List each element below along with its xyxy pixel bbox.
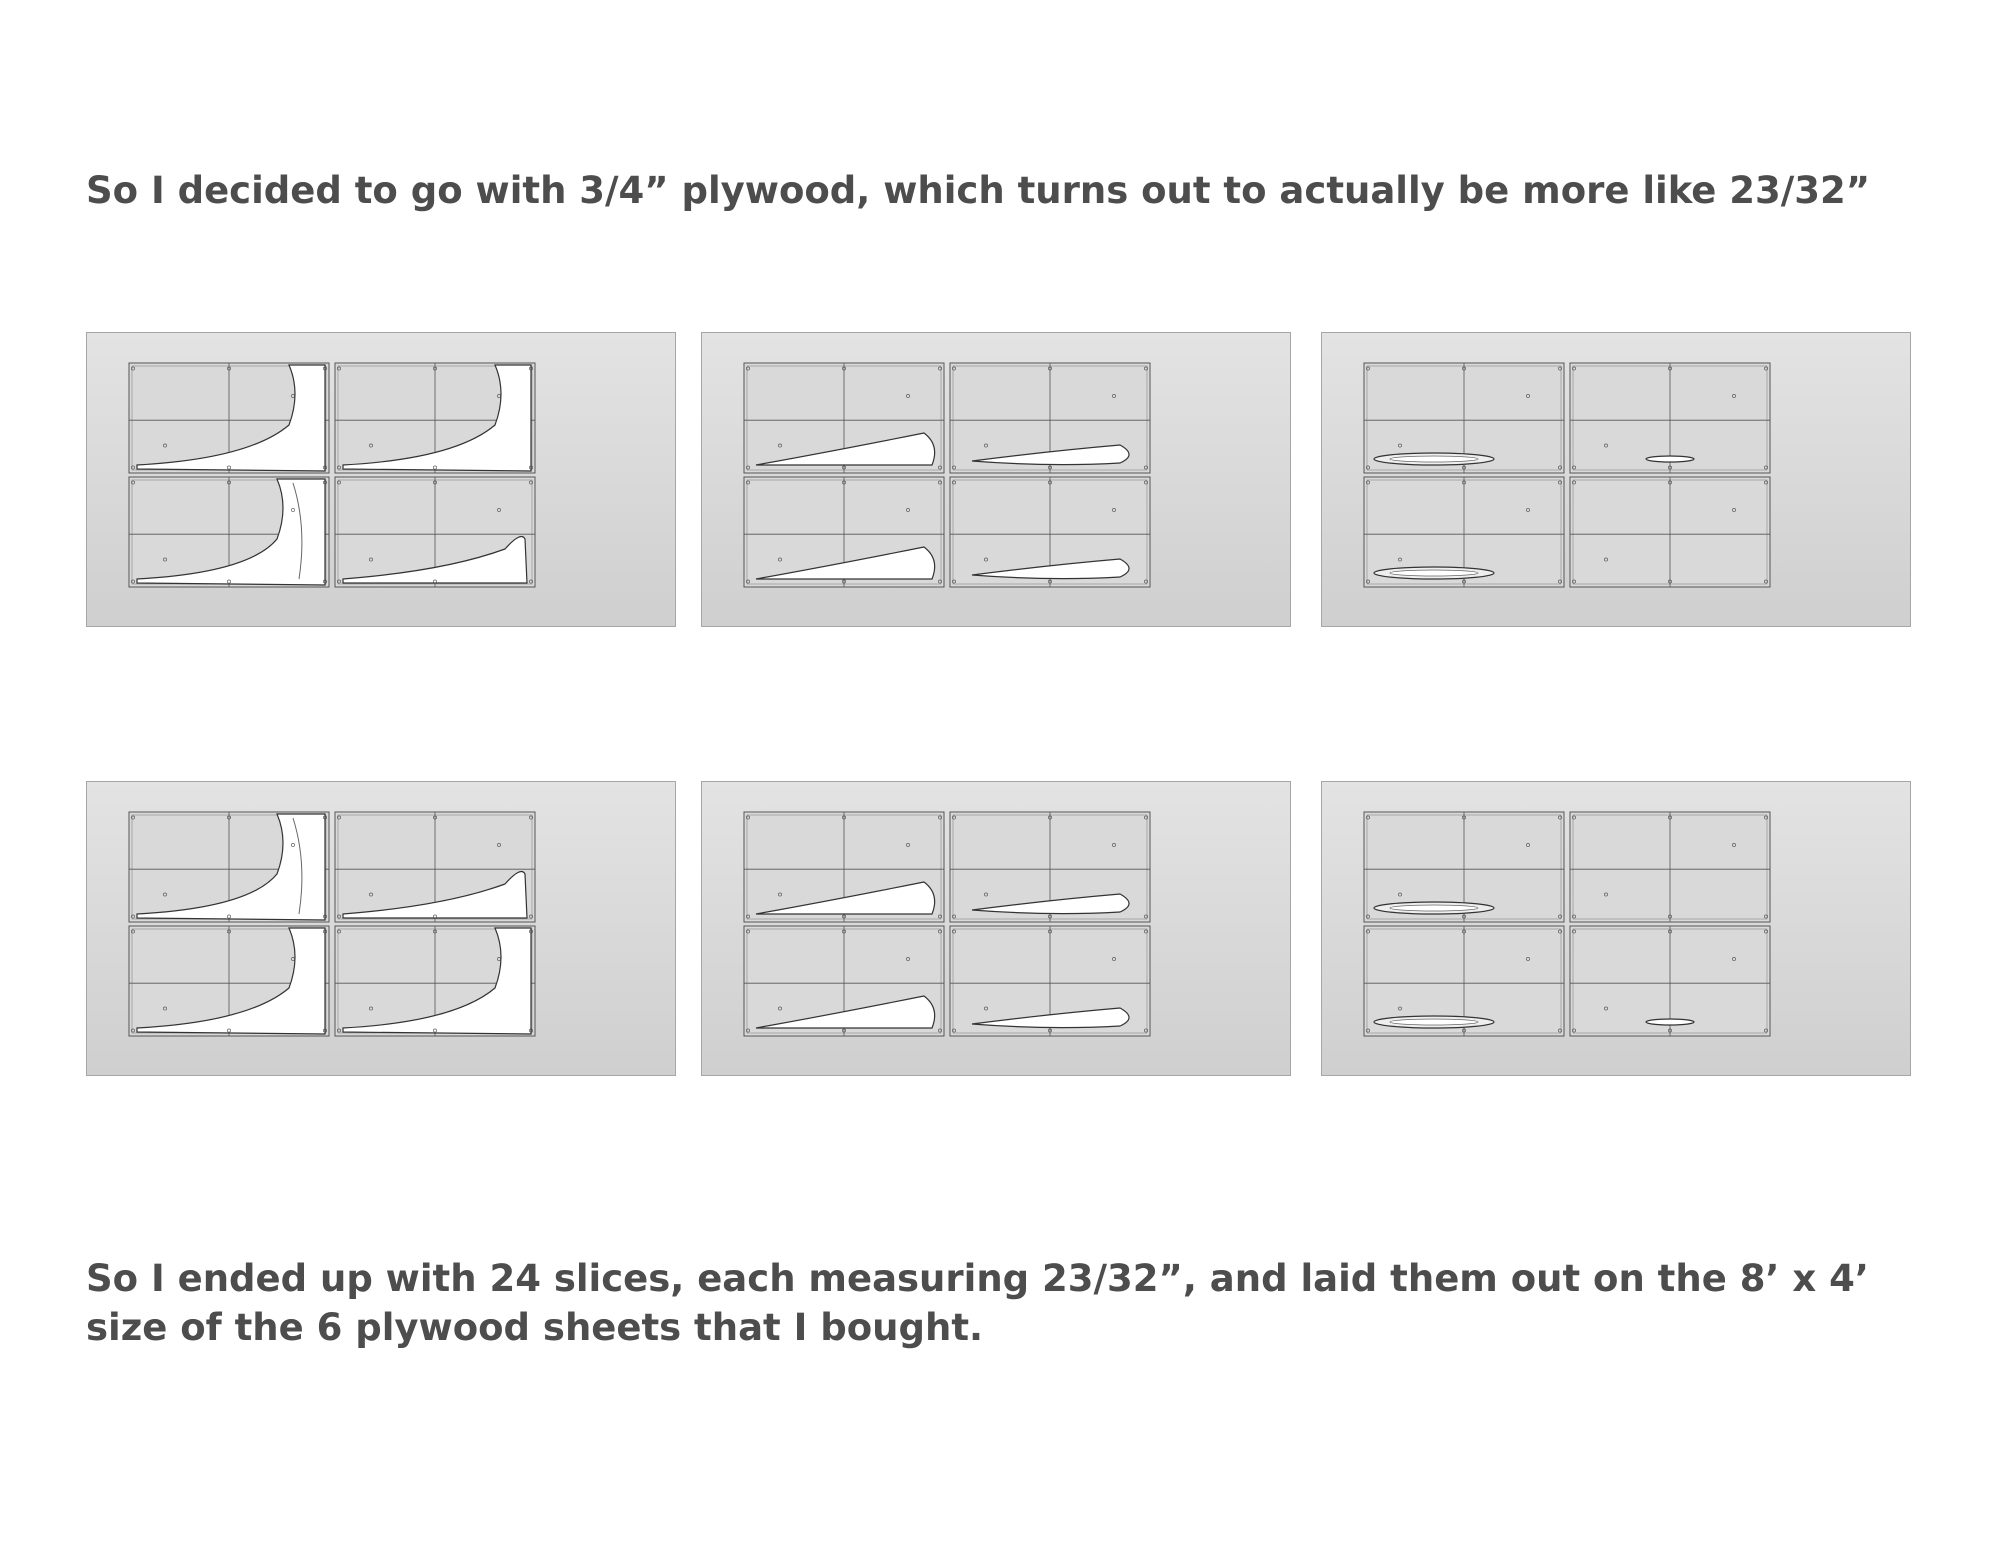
heading-top: So I decided to go with 3/4” plywood, which turns out to actually be more like 23/32”: [86, 169, 1871, 212]
sheet-drawing-6: [1364, 812, 1770, 1036]
sheet-panel-5: [701, 781, 1291, 1076]
sheet-layout-3: [1322, 333, 1911, 627]
sheet-panel-1: [86, 332, 676, 627]
slice-cell: [129, 926, 329, 1036]
sheet-drawing-2: [744, 363, 1150, 587]
slice-cell: [335, 363, 535, 473]
slice-cell: [1570, 812, 1770, 922]
slice-cell: [335, 477, 535, 587]
sheet-panel-2: [701, 332, 1291, 627]
slice-cell: [1364, 926, 1564, 1036]
slice-cell: [950, 926, 1150, 1036]
sheet-layout-4: [87, 782, 676, 1076]
sheet-layout-2: [702, 333, 1291, 627]
slice-cell: [1364, 812, 1564, 922]
sheet-drawing-4: [129, 812, 535, 1036]
sheet-drawing-3: [1364, 363, 1770, 587]
sheet-layout-5: [702, 782, 1291, 1076]
sheet-panel-4: [86, 781, 676, 1076]
sheet-panel-3: [1321, 332, 1911, 627]
sheet-drawing-5: [744, 812, 1150, 1036]
heading-bottom: So I ended up with 24 slices, each measuring 23/32”, and laid them out on the 8’ x 4’ size of the 6 plywood sheets that I bought.: [86, 1257, 1869, 1349]
sheet-layout-1: [87, 333, 676, 627]
slice-cell: [744, 477, 944, 587]
sheet-panel-6: [1321, 781, 1911, 1076]
slice-cell: [129, 363, 329, 473]
slice-cell: [744, 363, 944, 473]
slice-cell: [1570, 477, 1770, 587]
slice-cell: [335, 812, 535, 922]
slice-cell: [1364, 363, 1564, 473]
slice-cell: [1570, 926, 1770, 1036]
sheet-layout-6: [1322, 782, 1911, 1076]
slice-cell: [744, 812, 944, 922]
slice-cell: [1570, 363, 1770, 473]
sheet-drawing-1: [129, 363, 535, 587]
slice-cell: [1364, 477, 1564, 587]
slice-cell: [335, 926, 535, 1036]
slice-cell: [744, 926, 944, 1036]
slice-cell: [950, 363, 1150, 473]
slice-cell: [129, 812, 329, 922]
slice-cell: [129, 477, 329, 587]
slice-cell: [950, 477, 1150, 587]
slice-cell: [950, 812, 1150, 922]
